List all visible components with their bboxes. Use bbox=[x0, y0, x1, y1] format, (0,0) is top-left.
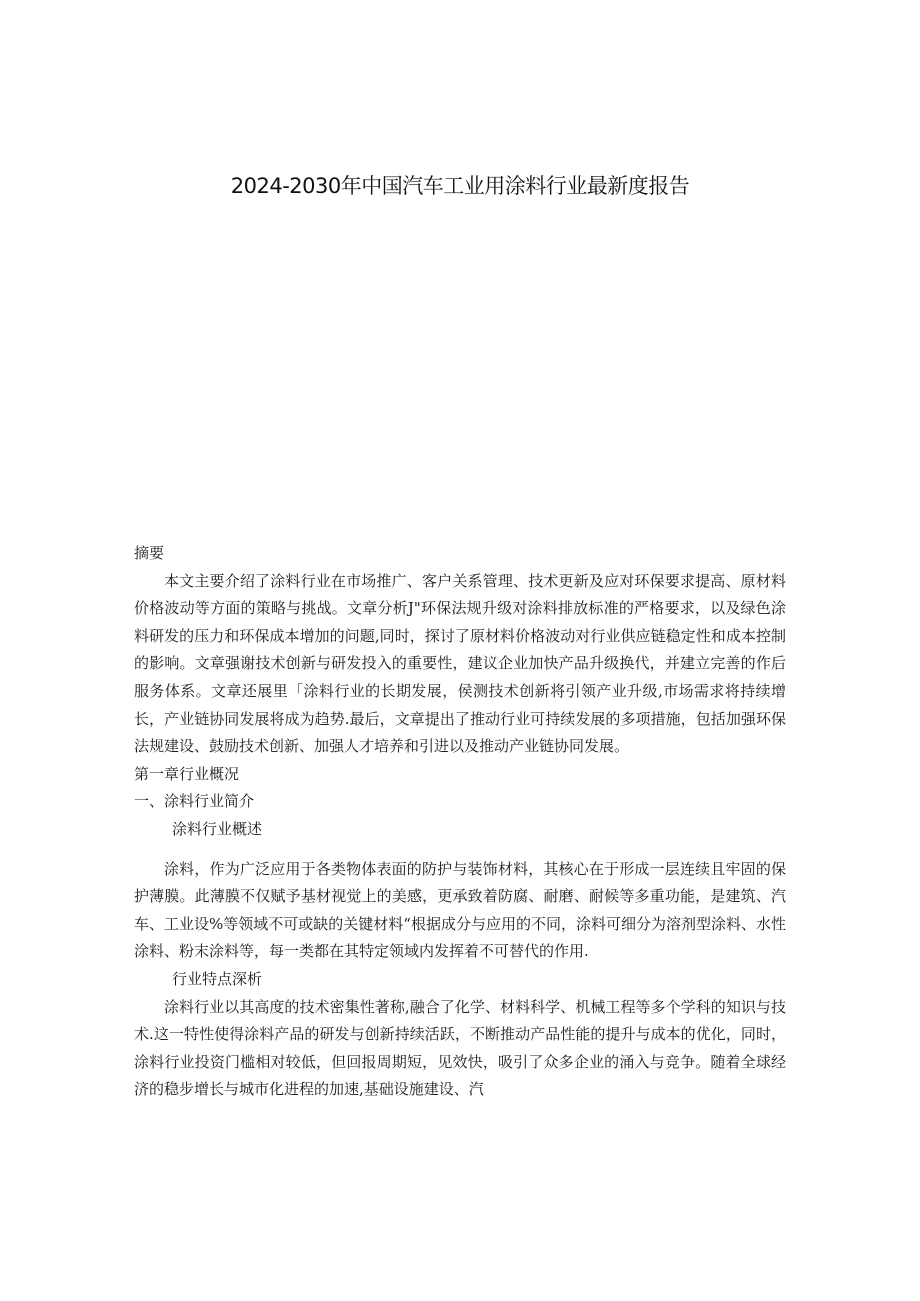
chapter-heading: 第一章行业概况 bbox=[134, 764, 240, 783]
document-title: 2024-2030年中国汽车工业用涂料行业最新度报告 bbox=[230, 174, 690, 198]
paragraph-gap bbox=[134, 844, 786, 856]
overview-paragraph: 涂料，作为广泛应用于各类物体表面的防护与装饰材料，其核心在于形成一层连续且牢固的保护薄膜。此薄膜不仅赋予基材视觉上的美感，更承致着防腐、耐磨、耐候等多重功能，是建筑、汽车、工业设%等领域不可或缺的关键材料“根据成分与应用的不同，涂料可细分为溶剂型涂料、水性涂料、粉末涂料等，每一类都在其特定领域内发挥着不可替代的作用. bbox=[134, 859, 786, 961]
subsection-heading-features: 行业特点深析 bbox=[172, 969, 263, 988]
section-heading: 一、涂料行业简介 bbox=[134, 792, 255, 811]
abstract-paragraph: 本文主要介绍了涂料行业在市场推广、客户关系管理、技术更新及应对环保要求提高、原材料价格波动等方面的策略与挑战。文章分析J"环保法规升级对涂料排放标准的严格要求，以及绿色涂料研发的压力和环保成本增加的问题,同时，探讨了原材料价格波动对行业供应链稳定性和成本控制的影响。文章强谢技术创新与研发投入的重要性，建议企业加快产品升级换代，并建立完善的作后服务体系。文章还展里「涂料行业的长期发展，侯测技术创新将引领产业升级,市场需求将持续增长，产业链协同发展将成为趋势.最后，文章提出了推动行业可持续发展的多项措施，包括加强环保法规建设、鼓励技术创新、加强人才培养和引进以及推动产业链协同发展。 bbox=[134, 571, 786, 756]
features-paragraph: 涂料行业以其高度的技术密集性著称,融合了化学、材料科学、机械工程等多个学科的知识与技术.这一特性使得涂料产品的研发与创新持续活跃，不断推动产品性能的提升与成本的优化，同时，涂料行业投资门槛相对较低，但回报周期短，见效快，吸引了众多企业的涌入与竞争。随着全球经济的稳步增长与城市化进程的加速,基础设施建设、汽 bbox=[134, 997, 786, 1099]
abstract-heading: 摘要 bbox=[134, 544, 165, 562]
document-body bbox=[134, 540, 786, 1104]
subsection-heading-overview: 涂料行业概述 bbox=[172, 819, 263, 838]
